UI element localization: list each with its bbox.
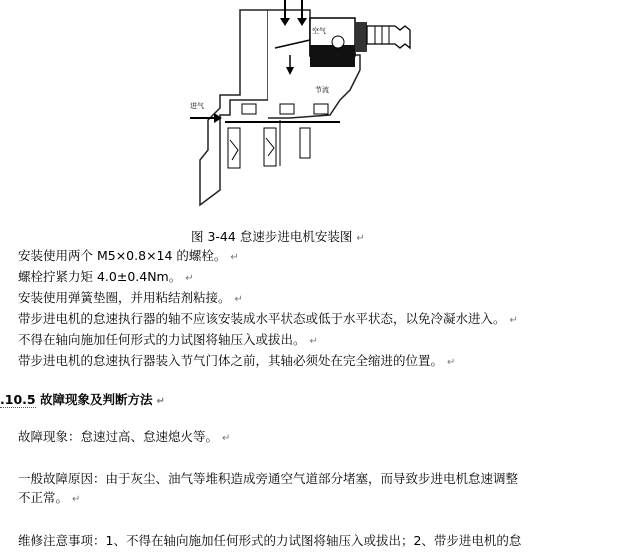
return-mark: ↵ — [72, 494, 81, 505]
intake-label: 进气 — [190, 102, 204, 110]
spec-line — [18, 311, 518, 329]
body-label: 节流 — [315, 86, 329, 94]
return-mark: ↵ — [447, 357, 456, 368]
spec-text: 安装使用弹簧垫圈，并用粘结剂粘接。 — [18, 290, 231, 305]
spec-line — [18, 290, 243, 308]
airflow-label: 空气 — [312, 27, 326, 35]
return-mark: ↵ — [356, 233, 365, 244]
spec-text: 带步进电机的怠速执行器装入节气门体之前，其轴必须处在完全缩进的位置。 — [18, 353, 444, 368]
notes-text: 维修注意事项：1、不得在轴向施加任何形式的力试图将轴压入或拔出；2、带步进电机的怠 — [18, 533, 522, 548]
section-title: 故障现象及判断方法 — [39, 392, 153, 407]
return-mark: ↵ — [222, 433, 231, 444]
symptom-text: 故障现象：怠速过高、怠速熄火等。 — [18, 429, 219, 444]
section-heading — [0, 390, 165, 408]
cause-text: 不正常。 — [18, 490, 69, 505]
spec-line — [18, 332, 318, 350]
cause-paragraph-line2 — [18, 490, 80, 508]
symptom-paragraph — [18, 429, 230, 447]
return-mark: ↵ — [156, 396, 165, 407]
installation-figure — [190, 0, 415, 210]
notes-paragraph — [18, 533, 521, 549]
spec-text: 安装使用两个 M5×0.8×14 的螺栓。 — [18, 248, 227, 263]
cause-paragraph-line1 — [18, 471, 518, 487]
return-mark: ↵ — [185, 273, 194, 284]
spec-line — [18, 353, 455, 371]
return-mark: ↵ — [509, 315, 518, 326]
figure-caption — [191, 227, 365, 245]
spec-text: 不得在轴向施加任何形式的力试图将轴压入或拔出。 — [18, 332, 306, 347]
installation-diagram — [190, 0, 415, 210]
spec-line — [18, 269, 194, 287]
caption-text: 图 3-44 怠速步进电机安装图 — [191, 229, 353, 244]
cause-text: 一般故障原因：由于灰尘、油气等堆积造成旁通空气道部分堵塞，而导致步进电机怠速调整 — [18, 471, 519, 486]
spec-text: 带步进电机的怠速执行器的轴不应该安装成水平状态或低于水平状态，以免冷凝水进入。 — [18, 311, 506, 326]
return-mark: ↵ — [230, 252, 239, 263]
return-mark: ↵ — [234, 294, 243, 305]
return-mark: ↵ — [309, 336, 318, 347]
spec-text: 螺栓拧紧力矩 4.0±0.4Nm。 — [18, 269, 182, 284]
section-number: .10.5 — [0, 392, 36, 407]
spec-line — [18, 248, 239, 266]
